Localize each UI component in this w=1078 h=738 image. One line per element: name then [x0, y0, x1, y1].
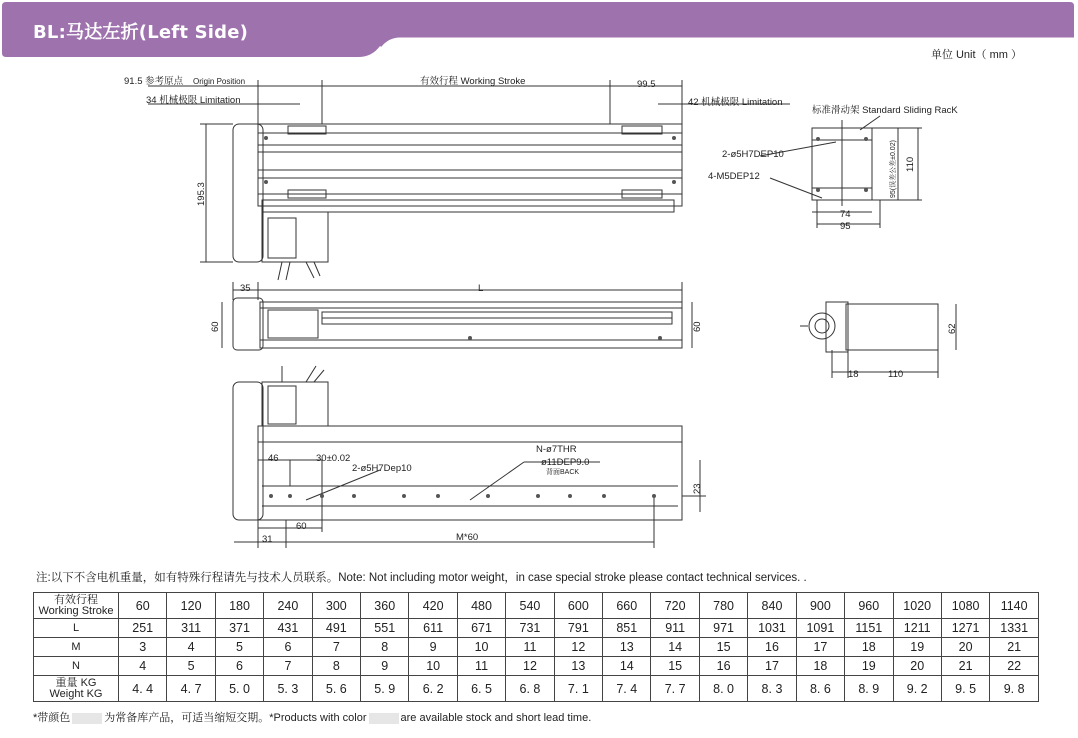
stock-color-swatch — [72, 713, 102, 724]
table-cell: 1151 — [845, 619, 893, 638]
table-cell: 971 — [699, 619, 747, 638]
dim-23: 23 — [692, 483, 703, 494]
table-cell: 5. 9 — [361, 676, 409, 702]
table-row — [34, 676, 1039, 702]
dim-lim42: 42 机械极限 Limitation — [688, 97, 783, 108]
table-cell: 360 — [361, 593, 409, 619]
table-cell: 10 — [457, 638, 505, 657]
table-cell: 1031 — [748, 619, 796, 638]
table-cell: 60 — [119, 593, 167, 619]
row-header — [34, 619, 119, 638]
table-cell: 8 — [312, 657, 360, 676]
table-cell: 14 — [651, 638, 699, 657]
table-cell: 251 — [119, 619, 167, 638]
table-cell: 9. 5 — [941, 676, 989, 702]
label-pin2: 2-ø5H7Dep10 — [352, 463, 412, 474]
table-cell: 5 — [215, 638, 263, 657]
row-header — [34, 593, 119, 619]
table-cell: 20 — [941, 638, 989, 657]
dim-46: 46 — [268, 453, 279, 464]
stock-color-swatch-2 — [369, 713, 399, 724]
table-cell: 1271 — [941, 619, 989, 638]
table-row — [34, 593, 1039, 619]
table-cell: 6. 5 — [457, 676, 505, 702]
table-cell: 420 — [409, 593, 457, 619]
label-back: 背面BACK — [546, 469, 580, 476]
dim-60b: 60 — [692, 321, 703, 332]
table-cell: 9. 2 — [893, 676, 941, 702]
page-title: BL:马达左折(Left Side) — [33, 22, 249, 43]
table-cell: 551 — [361, 619, 409, 638]
table-cell: 5. 0 — [215, 676, 263, 702]
dim-lim34: 34 机械极限 Limitation — [146, 95, 241, 106]
row-header-label: 重量 KG — [55, 676, 97, 689]
footer-part2: 为常备库产品，可适当缩短交期。*Products with color — [104, 712, 367, 724]
table-cell: 611 — [409, 619, 457, 638]
row-header-label: 有效行程 — [54, 593, 98, 606]
table-cell: 9 — [409, 638, 457, 657]
row-header-label-en: Working Stroke — [38, 604, 114, 617]
table-cell: 8. 6 — [796, 676, 844, 702]
footer-note — [33, 709, 591, 725]
label-rack: 标准滑动架 Standard Sliding RacK — [812, 105, 958, 116]
dim-tol: 95(误差公差±0.02) — [890, 140, 897, 198]
table-cell: 12 — [506, 657, 554, 676]
table-cell: 3 — [119, 638, 167, 657]
table-cell: 7. 4 — [603, 676, 651, 702]
dim-stroke: 有效行程 Working Stroke — [420, 76, 526, 87]
table-cell: 960 — [845, 593, 893, 619]
label-n7: N-ø7THR — [536, 444, 577, 455]
table-cell: 720 — [651, 593, 699, 619]
table-cell: 21 — [941, 657, 989, 676]
table-cell: 431 — [264, 619, 312, 638]
dim-60: 60 — [296, 521, 307, 532]
table-cell: 7 — [264, 657, 312, 676]
table-cell: 791 — [554, 619, 602, 638]
table-cell: 851 — [603, 619, 651, 638]
dim-74: 74 — [840, 209, 851, 220]
table-cell: 5. 3 — [264, 676, 312, 702]
table-cell: 6. 8 — [506, 676, 554, 702]
table-cell: 22 — [990, 657, 1039, 676]
label-cb: ø11DEP9.0 — [541, 457, 590, 468]
table-cell: 15 — [651, 657, 699, 676]
table-cell: 1091 — [796, 619, 844, 638]
table-cell: 17 — [748, 657, 796, 676]
table-cell: 11 — [506, 638, 554, 657]
table-cell: 8. 3 — [748, 676, 796, 702]
dim-origin: 91.5 参考原点 — [124, 76, 184, 87]
table-cell: 1080 — [941, 593, 989, 619]
footer-part3: are available stock and short lead time. — [400, 712, 592, 724]
dim-62: 62 — [947, 323, 958, 334]
dim-30: 30±0.02 — [316, 453, 351, 464]
row-header-label: N — [72, 659, 80, 672]
table-cell: 11 — [457, 657, 505, 676]
table-cell: 17 — [796, 638, 844, 657]
dim-35: 35 — [240, 283, 251, 294]
table-cell: 1140 — [990, 593, 1039, 619]
table-cell: 16 — [699, 657, 747, 676]
table-cell: 14 — [603, 657, 651, 676]
table-cell: 4 — [119, 657, 167, 676]
dim-110: 110 — [905, 156, 916, 172]
row-header-label-en: Weight KG — [49, 687, 103, 700]
table-cell: 8. 9 — [845, 676, 893, 702]
dim-110b: 110 — [888, 369, 904, 380]
spec-table — [33, 592, 1039, 702]
table-cell: 9. 8 — [990, 676, 1039, 702]
table-cell: 491 — [312, 619, 360, 638]
table-cell: 12 — [554, 638, 602, 657]
table-row — [34, 638, 1039, 657]
table-cell: 5 — [167, 657, 215, 676]
dim-origin-en: Origin Position — [193, 77, 246, 86]
table-cell: 300 — [312, 593, 360, 619]
row-header — [34, 657, 119, 676]
table-cell: 5. 6 — [312, 676, 360, 702]
table-cell: 15 — [699, 638, 747, 657]
row-header-label: L — [72, 621, 80, 634]
dim-60a: 60 — [210, 321, 221, 332]
dim-M60: M*60 — [456, 532, 479, 543]
table-cell: 660 — [603, 593, 651, 619]
footer-part1: *带颜色 — [33, 712, 71, 724]
table-cell: 1331 — [990, 619, 1039, 638]
table-cell: 120 — [167, 593, 215, 619]
dim-95: 95 — [840, 221, 851, 232]
table-cell: 4. 7 — [167, 676, 215, 702]
label-pin: 2-ø5H7DEP10 — [722, 149, 784, 160]
table-cell: 8. 0 — [699, 676, 747, 702]
table-cell: 180 — [215, 593, 263, 619]
table-row — [34, 657, 1039, 676]
table-cell: 10 — [409, 657, 457, 676]
table-cell: 1211 — [893, 619, 941, 638]
table-cell: 911 — [651, 619, 699, 638]
table-cell: 311 — [167, 619, 215, 638]
table-cell: 7. 1 — [554, 676, 602, 702]
dim-195: 195.3 — [196, 182, 207, 206]
table-cell: 4 — [167, 638, 215, 657]
table-cell: 8 — [361, 638, 409, 657]
table-cell: 20 — [893, 657, 941, 676]
table-cell: 16 — [748, 638, 796, 657]
table-cell: 240 — [264, 593, 312, 619]
dim-L: L — [478, 283, 484, 294]
table-cell: 6. 2 — [409, 676, 457, 702]
table-cell: 13 — [603, 638, 651, 657]
table-cell: 1020 — [893, 593, 941, 619]
table-cell: 9 — [361, 657, 409, 676]
table-cell: 480 — [457, 593, 505, 619]
table-cell: 19 — [845, 657, 893, 676]
table-cell: 540 — [506, 593, 554, 619]
dim-99: 99.5 — [637, 79, 656, 90]
table-cell: 371 — [215, 619, 263, 638]
row-header — [34, 676, 119, 702]
table-cell: 671 — [457, 619, 505, 638]
table-cell: 900 — [796, 593, 844, 619]
table-cell: 19 — [893, 638, 941, 657]
row-header — [34, 638, 119, 657]
table-cell: 18 — [845, 638, 893, 657]
table-cell: 6 — [264, 638, 312, 657]
table-cell: 840 — [748, 593, 796, 619]
note-text: 注:以下不含电机重量，如有特殊行程请先与技术人员联系。Note: Not including motor weight，in case special stroke please contact technical services. . — [36, 572, 807, 584]
table-cell: 7. 7 — [651, 676, 699, 702]
table-cell: 4. 4 — [119, 676, 167, 702]
table-cell: 600 — [554, 593, 602, 619]
dim-18: 18 — [848, 369, 859, 380]
table-row — [34, 619, 1039, 638]
dim-31: 31 — [262, 534, 273, 545]
table-cell: 7 — [312, 638, 360, 657]
row-header-label: M — [71, 640, 81, 653]
table-cell: 13 — [554, 657, 602, 676]
unit-label: 单位 Unit（ mm ） — [930, 49, 1022, 61]
table-cell: 21 — [990, 638, 1039, 657]
table-cell: 6 — [215, 657, 263, 676]
table-cell: 18 — [796, 657, 844, 676]
label-m5: 4-M5DEP12 — [708, 171, 760, 182]
table-cell: 731 — [506, 619, 554, 638]
table-cell: 780 — [699, 593, 747, 619]
